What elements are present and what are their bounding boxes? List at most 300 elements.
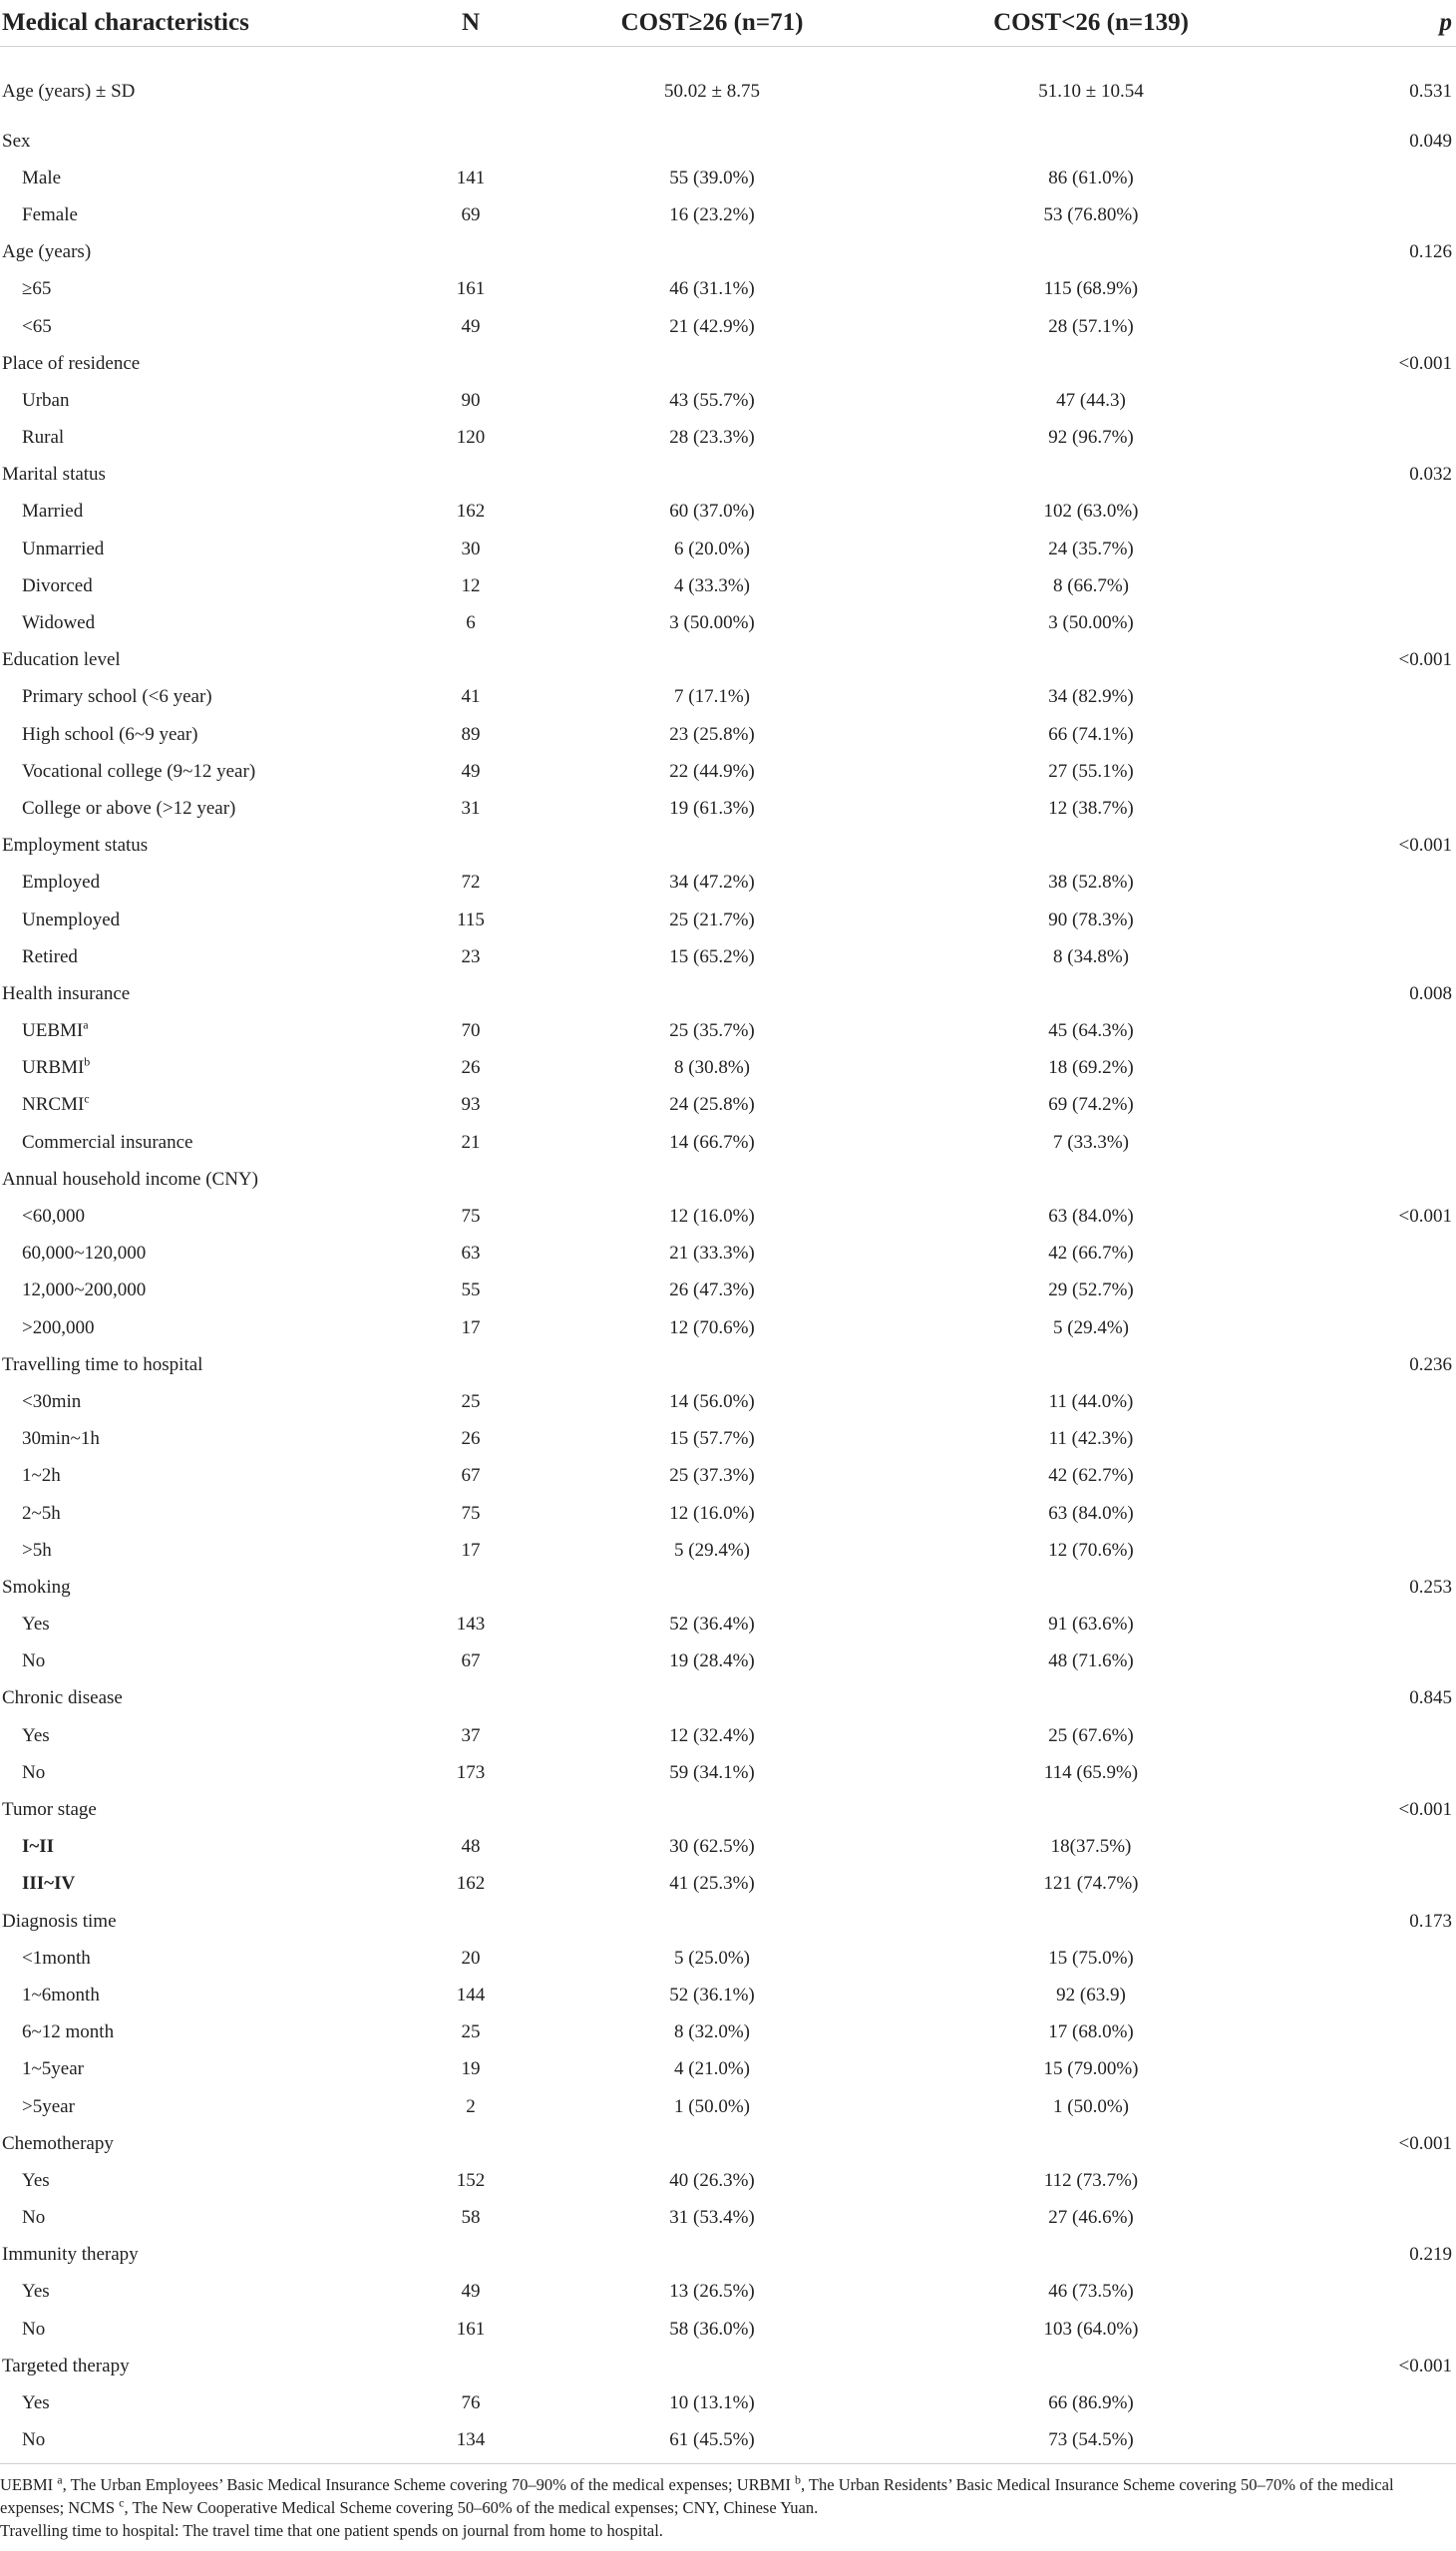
cell-n <box>419 1791 523 1828</box>
cell-n: 25 <box>461 1390 481 1412</box>
cell-p-value: 0.531 <box>1409 81 1452 102</box>
table-row <box>0 196 1456 233</box>
row-label-text: Immunity therapy <box>2 2244 139 2266</box>
cell-cost-low: 29 (52.7%) <box>1048 1279 1134 1301</box>
cell-p-value <box>1280 679 1456 716</box>
cell-cost-low: 34 (82.9%) <box>1048 686 1134 708</box>
table-row <box>0 1236 1456 1273</box>
cell-p-value <box>1280 308 1456 345</box>
cell-cost-high: 19 (61.3%) <box>669 797 755 819</box>
table-row <box>0 1940 1456 1977</box>
cell-cost-low <box>902 1346 1280 1383</box>
cell-cost-low: 15 (75.0%) <box>1048 1947 1134 1969</box>
table-row <box>0 47 1456 124</box>
cell-n <box>419 457 523 494</box>
footnote-text: UEBMI <box>0 2475 58 2494</box>
cell-n: 67 <box>461 1650 481 1672</box>
cell-p-value <box>1280 1273 1456 1309</box>
row-label <box>0 2311 419 2348</box>
cell-cost-low: 15 (79.00%) <box>1043 2058 1139 2080</box>
row-label <box>0 308 419 345</box>
table-row <box>0 975 1456 1012</box>
cell-cost-low: 8 (34.8%) <box>1053 945 1129 967</box>
cell-p-value: <0.001 <box>1398 1799 1452 1821</box>
cell-cost-low: 121 (74.7%) <box>1043 1873 1139 1895</box>
row-label-text: College or above (>12 year) <box>22 797 236 819</box>
header-characteristics: Medical characteristics <box>0 0 419 47</box>
row-label <box>0 1717 419 1754</box>
row-label-text: Primary school (<6 year) <box>22 686 212 708</box>
row-label <box>0 1940 419 1977</box>
row-label-text: Male <box>22 167 62 188</box>
cell-p-value <box>1280 1383 1456 1420</box>
cell-p-value: 0.032 <box>1409 464 1452 486</box>
header-n: N <box>419 0 523 47</box>
cell-n: 115 <box>457 909 485 930</box>
row-label-text: <65 <box>22 315 52 337</box>
cell-n <box>419 345 523 382</box>
table-row <box>0 457 1456 494</box>
table-row <box>0 2348 1456 2384</box>
cell-p-value <box>1280 1421 1456 1458</box>
cell-cost-high: 60 (37.0%) <box>669 501 755 523</box>
cell-cost-high: 5 (25.0%) <box>674 1947 750 1969</box>
cell-n: 67 <box>461 1465 481 1487</box>
row-label-text: Yes <box>22 2281 50 2303</box>
table-row <box>0 2384 1456 2421</box>
table-row <box>0 1866 1456 1903</box>
cell-cost-low <box>902 2237 1280 2274</box>
row-label <box>0 1791 419 1828</box>
row-label-text: 12,000~200,000 <box>22 1279 147 1301</box>
table-row <box>0 1087 1456 1124</box>
cell-n: 161 <box>456 278 486 300</box>
cell-p-value: <0.001 <box>1398 2355 1452 2376</box>
row-label <box>0 1643 419 1680</box>
row-label-text: No <box>22 1761 46 1783</box>
cell-p-value <box>1280 531 1456 567</box>
cell-p-value <box>1280 1236 1456 1273</box>
row-label-text: Urban <box>22 389 70 411</box>
cell-p-value: 0.219 <box>1409 2244 1452 2266</box>
cell-p-value <box>1280 1309 1456 1346</box>
cell-cost-low: 73 (54.5%) <box>1048 2429 1134 2451</box>
cell-cost-low <box>902 828 1280 865</box>
cell-n: 37 <box>461 1724 481 1746</box>
cell-p-value <box>1280 2274 1456 2311</box>
row-label <box>0 382 419 419</box>
table-row <box>0 1198 1456 1235</box>
row-label-text: I~II <box>22 1836 55 1858</box>
cell-p-value: 0.126 <box>1409 241 1452 263</box>
cell-n: 20 <box>461 1947 481 1969</box>
table-row <box>0 2125 1456 2162</box>
cell-cost-high: 13 (26.5%) <box>669 2281 755 2303</box>
cell-n <box>419 1161 523 1198</box>
cell-cost-low <box>902 234 1280 271</box>
table-footnotes <box>0 2473 1452 2542</box>
cell-cost-high: 43 (55.7%) <box>669 389 755 411</box>
cell-cost-high: 6 (20.0%) <box>674 538 750 559</box>
table-row <box>0 1273 1456 1309</box>
cell-cost-high <box>523 642 902 679</box>
cell-cost-high: 12 (16.0%) <box>669 1206 755 1228</box>
row-label-text: 2~5h <box>22 1502 61 1524</box>
row-label-text: Place of residence <box>2 352 141 374</box>
row-label <box>0 345 419 382</box>
row-label <box>0 2348 419 2384</box>
cell-cost-high <box>523 1346 902 1383</box>
cell-n: 49 <box>461 760 481 782</box>
row-label <box>0 2051 419 2088</box>
cell-cost-high: 58 (36.0%) <box>669 2318 755 2340</box>
cell-n: 173 <box>456 1761 486 1783</box>
row-label <box>0 160 419 196</box>
cell-p-value <box>1280 938 1456 975</box>
table-row <box>0 2311 1456 2348</box>
cell-cost-low <box>902 1680 1280 1717</box>
cell-cost-low: 47 (44.3) <box>1056 389 1126 411</box>
cell-n: 75 <box>461 1502 481 1524</box>
cell-n: 89 <box>461 723 481 745</box>
cell-cost-low: 3 (50.00%) <box>1048 612 1134 634</box>
cell-n: 143 <box>456 1614 486 1636</box>
cell-cost-high <box>523 457 902 494</box>
cell-cost-low: 53 (76.80%) <box>1043 203 1139 225</box>
row-label-text: Divorced <box>22 574 93 596</box>
row-label-text: No <box>22 2318 46 2340</box>
cell-p-value <box>1280 2162 1456 2199</box>
table-row <box>0 902 1456 938</box>
cell-p-value <box>1280 1754 1456 1791</box>
row-label-text: >5year <box>22 2095 75 2117</box>
cell-n: 19 <box>461 2058 481 2080</box>
cell-cost-high: 25 (21.7%) <box>669 909 755 930</box>
cell-p-value: <0.001 <box>1398 1206 1452 1228</box>
table-row <box>0 1607 1456 1643</box>
table-row <box>0 2088 1456 2125</box>
cell-cost-low: 27 (55.1%) <box>1048 760 1134 782</box>
row-label-text: No <box>22 1650 46 1672</box>
row-label <box>0 642 419 679</box>
cell-p-value <box>1280 1013 1456 1050</box>
table-row <box>0 494 1456 531</box>
cell-n: 152 <box>456 2169 486 2191</box>
footnote-sup: a <box>57 2472 63 2487</box>
table-row <box>0 1903 1456 1940</box>
cell-n <box>419 2348 523 2384</box>
table-row <box>0 642 1456 679</box>
cell-cost-high: 50.02 ± 8.75 <box>664 81 760 102</box>
row-label-text: Unmarried <box>22 538 105 559</box>
cell-p-value <box>1280 902 1456 938</box>
row-label-text: 1~6month <box>22 1984 100 2005</box>
cell-cost-low <box>902 1161 1280 1198</box>
cell-n: 48 <box>461 1836 481 1858</box>
cell-n: 161 <box>456 2318 486 2340</box>
header-cost-high: COST≥26 (n=71) <box>523 0 902 47</box>
cell-cost-high: 15 (65.2%) <box>669 945 755 967</box>
row-label <box>0 420 419 457</box>
cell-n: 162 <box>456 1873 486 1895</box>
cell-p-value <box>1280 494 1456 531</box>
cell-n: 162 <box>456 501 486 523</box>
row-label-text: Employed <box>22 872 101 894</box>
cell-cost-low: 12 (38.7%) <box>1048 797 1134 819</box>
cell-cost-low: 66 (74.1%) <box>1048 723 1134 745</box>
cell-cost-low <box>902 1903 1280 1940</box>
cell-p-value <box>1280 1458 1456 1495</box>
table-row <box>0 160 1456 196</box>
row-label <box>0 1161 419 1198</box>
cell-p-value <box>1280 420 1456 457</box>
cell-n: 30 <box>461 538 481 559</box>
cell-cost-high <box>523 1903 902 1940</box>
row-label <box>0 1383 419 1420</box>
cell-p-value <box>1280 1643 1456 1680</box>
table-row <box>0 531 1456 567</box>
row-label <box>0 938 419 975</box>
cell-cost-high: 61 (45.5%) <box>669 2429 755 2451</box>
cell-cost-high: 59 (34.1%) <box>669 1761 755 1783</box>
cell-p-value <box>1280 567 1456 604</box>
row-label-text: Travelling time to hospital <box>2 1353 203 1375</box>
row-label <box>0 2200 419 2237</box>
cell-cost-low <box>902 1791 1280 1828</box>
cell-cost-high: 22 (44.9%) <box>669 760 755 782</box>
row-label-text: Unemployed <box>22 909 121 930</box>
cell-cost-low: 115 (68.9%) <box>1043 278 1139 300</box>
table-row <box>0 234 1456 271</box>
row-label-text: Yes <box>22 1724 50 1746</box>
cell-n: 26 <box>461 1057 481 1079</box>
cell-cost-high: 8 (30.8%) <box>674 1057 750 1079</box>
cell-cost-low: 114 (65.9%) <box>1043 1761 1139 1783</box>
cell-cost-high: 52 (36.4%) <box>669 1614 755 1636</box>
cell-cost-high: 3 (50.00%) <box>669 612 755 634</box>
row-label-text: ≥65 <box>22 278 52 300</box>
cell-p-value: <0.001 <box>1398 649 1452 671</box>
row-label-text: 30min~1h <box>22 1428 100 1450</box>
table-body <box>0 47 1456 2459</box>
table-row <box>0 1717 1456 1754</box>
cell-p-value: 0.008 <box>1409 982 1452 1004</box>
table-row <box>0 1977 1456 2013</box>
cell-cost-low: 112 (73.7%) <box>1043 2169 1139 2191</box>
cell-n <box>419 1903 523 1940</box>
row-label-text: Chemotherapy <box>2 2132 114 2154</box>
table-row <box>0 716 1456 753</box>
cell-cost-low <box>902 2125 1280 2162</box>
footnote-sup: b <box>794 2472 801 2487</box>
cell-cost-high: 12 (32.4%) <box>669 1724 755 1746</box>
cell-cost-low: 25 (67.6%) <box>1048 1724 1134 1746</box>
cell-p-value <box>1280 271 1456 308</box>
cell-cost-high: 15 (57.7%) <box>669 1428 755 1450</box>
cell-p-value <box>1280 2014 1456 2051</box>
row-label-text: Age (years) <box>2 241 92 263</box>
cell-cost-low: 92 (63.9) <box>1056 1984 1126 2005</box>
cell-cost-low: 66 (86.9%) <box>1048 2392 1134 2414</box>
row-label-text: Annual household income (CNY) <box>2 1168 258 1190</box>
cell-cost-high <box>523 1569 902 1606</box>
cell-cost-high: 34 (47.2%) <box>669 872 755 894</box>
cell-n <box>419 123 523 160</box>
table-row <box>0 382 1456 419</box>
cell-p-value <box>1280 2088 1456 2125</box>
cell-cost-high <box>523 975 902 1012</box>
cell-p-value <box>1280 2422 1456 2459</box>
cell-cost-high: 40 (26.3%) <box>669 2169 755 2191</box>
table-row <box>0 938 1456 975</box>
cell-cost-high: 12 (16.0%) <box>669 1502 755 1524</box>
footnote-text: , The Urban Employees’ Basic Medical Insurance Scheme covering 70–90% of the medical expenses; URBMI <box>62 2475 795 2494</box>
cell-cost-high: 46 (31.1%) <box>669 278 755 300</box>
cell-n: 21 <box>461 1131 481 1153</box>
header-p-value: p <box>1280 0 1456 47</box>
cell-n: 63 <box>461 1243 481 1265</box>
cell-cost-low: 90 (78.3%) <box>1048 909 1134 930</box>
row-label <box>0 567 419 604</box>
cell-p-value <box>1280 1087 1456 1124</box>
row-label <box>0 494 419 531</box>
cell-cost-high: 25 (37.3%) <box>669 1465 755 1487</box>
row-label <box>0 531 419 567</box>
cell-n: 144 <box>456 1984 486 2005</box>
cell-cost-low <box>902 2348 1280 2384</box>
row-label-text: Yes <box>22 2169 50 2191</box>
table-row <box>0 567 1456 604</box>
cell-cost-high: 24 (25.8%) <box>669 1094 755 1116</box>
row-label-text: <1month <box>22 1947 91 1969</box>
table-row <box>0 1829 1456 1866</box>
row-label <box>0 679 419 716</box>
cell-cost-high: 12 (70.6%) <box>669 1316 755 1338</box>
table-row <box>0 2422 1456 2459</box>
row-label <box>0 2162 419 2199</box>
cell-cost-low: 86 (61.0%) <box>1048 167 1134 188</box>
cell-cost-high: 1 (50.0%) <box>674 2095 750 2117</box>
cell-p-value <box>1280 1050 1456 1087</box>
cell-n: 55 <box>461 1279 481 1301</box>
row-label <box>0 902 419 938</box>
row-label-text: Married <box>22 501 84 523</box>
table-header <box>0 0 1456 47</box>
cell-cost-high: 21 (33.3%) <box>669 1243 755 1265</box>
cell-p-value <box>1280 1161 1456 1198</box>
cell-cost-low: 42 (66.7%) <box>1048 1243 1134 1265</box>
cell-cost-high: 14 (56.0%) <box>669 1390 755 1412</box>
table-row <box>0 2162 1456 2199</box>
cell-cost-low: 11 (44.0%) <box>1048 1390 1134 1412</box>
cell-p-value: 0.253 <box>1409 1576 1452 1598</box>
table-row <box>0 1346 1456 1383</box>
cell-cost-high <box>523 123 902 160</box>
row-label-text: 60,000~120,000 <box>22 1243 147 1265</box>
cell-cost-high: 4 (33.3%) <box>674 574 750 596</box>
cell-cost-low: 27 (46.6%) <box>1048 2207 1134 2229</box>
cell-n: 17 <box>461 1539 481 1561</box>
row-label <box>0 1421 419 1458</box>
row-label-text: Education level <box>2 649 121 671</box>
cell-p-value <box>1280 1124 1456 1161</box>
table-row <box>0 271 1456 308</box>
cell-p-value <box>1280 2384 1456 2421</box>
cell-cost-low <box>902 123 1280 160</box>
table-row <box>0 1680 1456 1717</box>
row-label <box>0 2274 419 2311</box>
cell-n: 90 <box>461 389 481 411</box>
table-row <box>0 753 1456 790</box>
cell-n: 141 <box>456 167 486 188</box>
row-label <box>0 1903 419 1940</box>
cell-cost-high: 14 (66.7%) <box>669 1131 755 1153</box>
cell-cost-low: 5 (29.4%) <box>1053 1316 1129 1338</box>
table-row <box>0 1050 1456 1087</box>
row-label-text: Diagnosis time <box>2 1910 117 1932</box>
row-label <box>0 123 419 160</box>
table-row <box>0 1013 1456 1050</box>
cell-cost-high: 55 (39.0%) <box>669 167 755 188</box>
footnote-text: , The New Cooperative Medical Scheme covering 50–60% of the medical expenses; CNY, Chinese Yuan. <box>124 2498 819 2517</box>
cell-p-value <box>1280 1717 1456 1754</box>
table-row <box>0 2051 1456 2088</box>
footnote-text: , The Urban Residents’ Basic Medical Insurance Scheme covering 50–70% of the medical expenses; NCMS <box>0 2475 1394 2517</box>
cell-n <box>419 1569 523 1606</box>
cell-p-value <box>1280 1940 1456 1977</box>
row-label-text: NRCMI <box>22 1094 85 1116</box>
cell-p-value: <0.001 <box>1398 835 1452 857</box>
cell-p-value <box>1280 1866 1456 1903</box>
footnote-travel-time: Travelling time to hospital: The travel time that one patient spends on journal from home to hospital. <box>0 2521 663 2540</box>
row-label <box>0 2237 419 2274</box>
cell-n <box>419 2125 523 2162</box>
table-row <box>0 1124 1456 1161</box>
cell-p-value <box>1280 1977 1456 2013</box>
row-label <box>0 604 419 641</box>
cell-cost-low: 11 (42.3%) <box>1048 1428 1134 1450</box>
row-label-text: 1~5year <box>22 2058 84 2080</box>
cell-cost-low: 38 (52.8%) <box>1048 872 1134 894</box>
table-row <box>0 604 1456 641</box>
cell-n <box>419 642 523 679</box>
cell-p-value <box>1280 2311 1456 2348</box>
cell-cost-low: 12 (70.6%) <box>1048 1539 1134 1561</box>
cell-cost-high: 21 (42.9%) <box>669 315 755 337</box>
row-label <box>0 1458 419 1495</box>
table-row <box>0 1569 1456 1606</box>
row-label <box>0 975 419 1012</box>
row-label-text: <60,000 <box>22 1206 85 1228</box>
row-label-text: High school (6~9 year) <box>22 723 198 745</box>
cell-cost-low: 18(37.5%) <box>1050 1836 1132 1858</box>
table-row <box>0 2237 1456 2274</box>
row-label <box>0 753 419 790</box>
cell-n <box>419 2237 523 2274</box>
cell-p-value: 0.049 <box>1409 130 1452 152</box>
table-row <box>0 420 1456 457</box>
table-row <box>0 828 1456 865</box>
cell-cost-low: 63 (84.0%) <box>1048 1206 1134 1228</box>
cell-n: 75 <box>461 1206 481 1228</box>
table-row <box>0 1458 1456 1495</box>
row-label <box>0 1236 419 1273</box>
table-row <box>0 1383 1456 1420</box>
table-row <box>0 1643 1456 1680</box>
cell-n: 2 <box>466 2095 476 2117</box>
row-label <box>0 865 419 902</box>
table-row <box>0 2014 1456 2051</box>
